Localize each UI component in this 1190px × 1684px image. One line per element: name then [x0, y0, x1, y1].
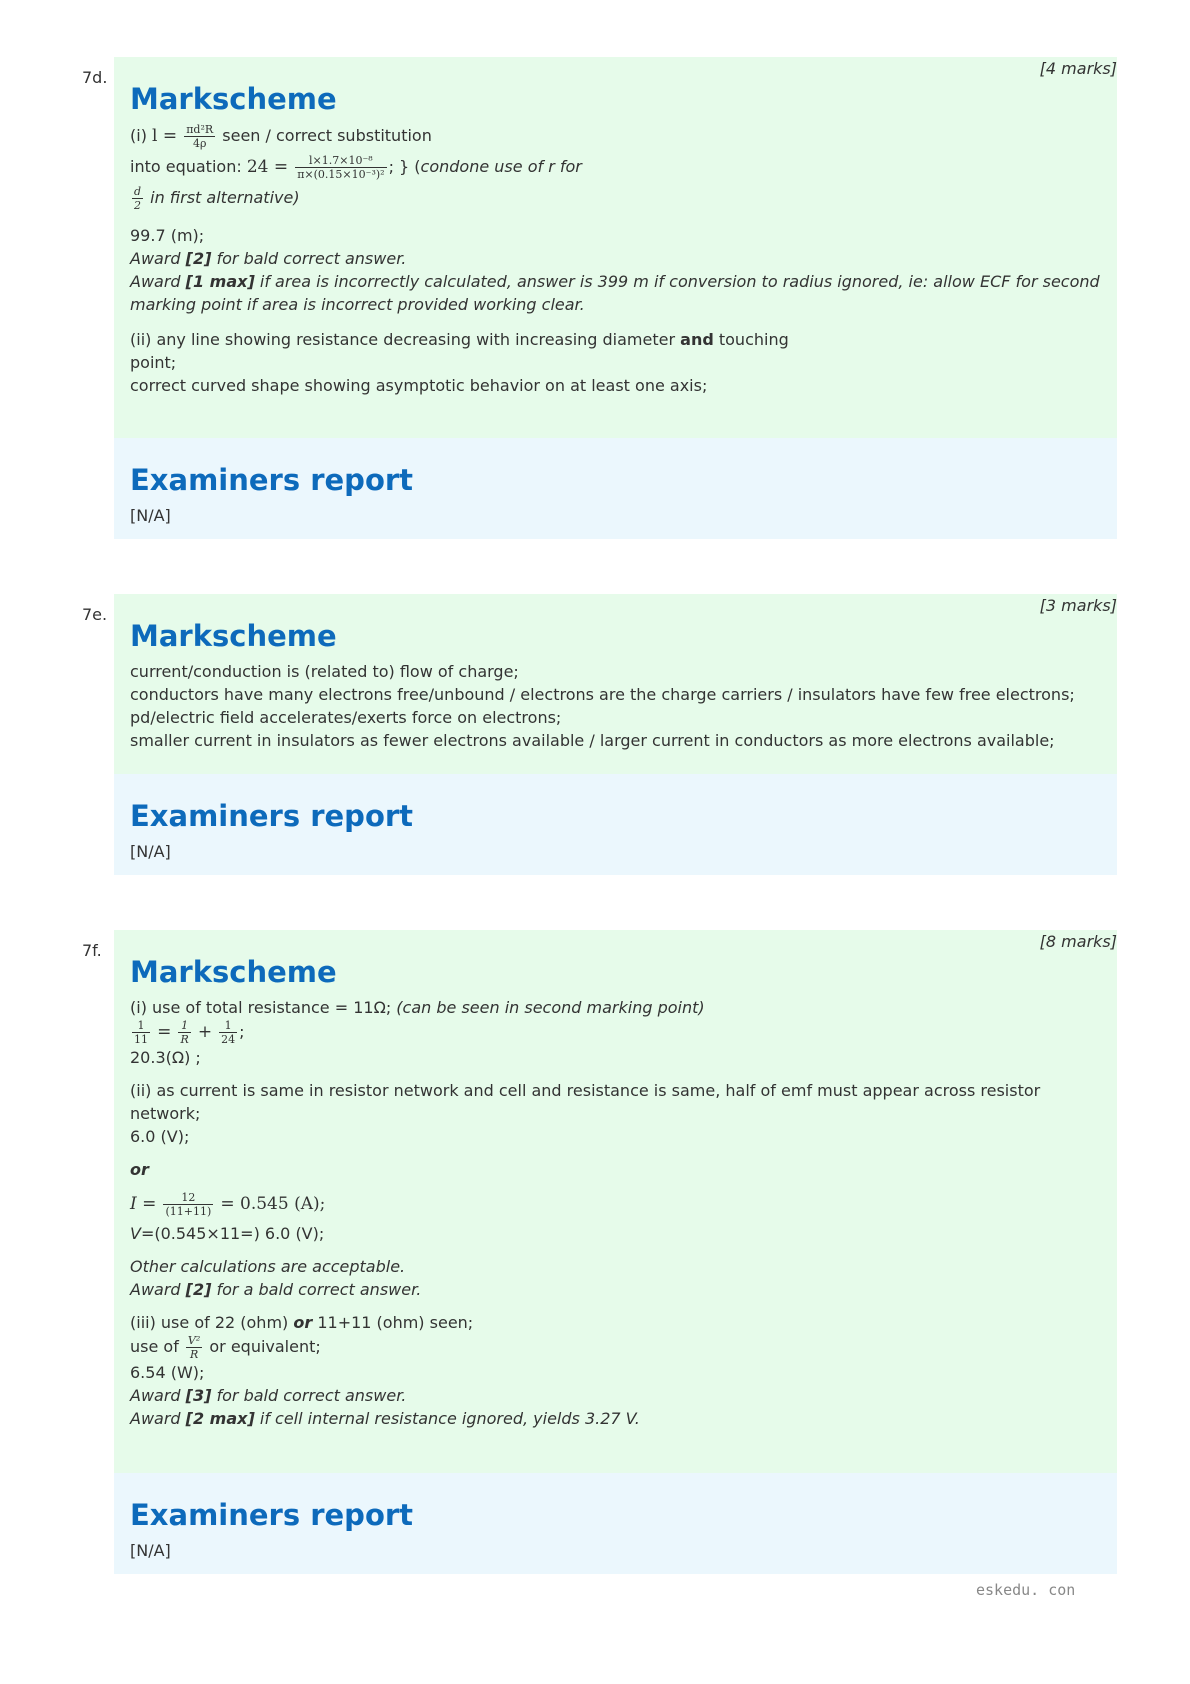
equation: I = $\frac{12}{(11+11)}$ = 0.545 (A); [130, 1191, 326, 1218]
fraction: $\frac{\text{πd²R}}{4\rho}$ [186, 123, 214, 150]
markscheme-text: (ii) as current is same in resistor network and cell and resistance is same, half of emf must appear across resistor network; 6.0 (V); [130, 1081, 1041, 1146]
markscheme-text: 99.7 (m); Award [2] for bald correct answer. Award [1 max] if area is incorrectly calculated, answer is 399 m if conversion to radius ignored, ie: allow ECF for second marking point if area is incorrect provided working clear. [130, 226, 1100, 314]
examiners-report-heading: Examiners report [130, 799, 414, 833]
examiners-report-section [114, 438, 1117, 539]
examiners-report-section [114, 1473, 1117, 1574]
markscheme-text: (i) use of total resistance = 11Ω; (can be seen in second marking point) $\frac{1}{11}$ = $\frac{1}{R}$ + $\frac{1}{24}$ ; 20.3(Ω) ; [130, 996, 1101, 1069]
marks-label: [3 marks] [1039, 596, 1117, 615]
question-number: 7e. [82, 605, 108, 624]
fraction: $\frac{d}{2}$ [134, 185, 142, 212]
markscheme-text: (ii) any line showing resistance decreasing with increasing diameter and touching point; correct curved shape showing asymptotic behavior on at least one axis; [130, 330, 789, 395]
markscheme-heading: Markscheme [130, 955, 337, 989]
markscheme-text: into equation: 24 = $\frac{\text{l×1.7×10⁻⁸}}{\text{π×(0.15×10⁻³)²}}$ ; } (condone use of r for [130, 154, 582, 181]
markscheme-heading: Markscheme [130, 82, 337, 116]
markscheme-section [114, 57, 1117, 438]
marks-label: [4 marks] [1039, 59, 1117, 78]
markscheme-text: V=(0.545×11=) 6.0 (V); [130, 1224, 325, 1243]
examiners-report-heading: Examiners report [130, 1498, 414, 1532]
markscheme-text: Other calculations are acceptable. Award [2] for a bald correct answer. [130, 1257, 422, 1299]
equation: $\frac{1}{11}$ = $\frac{1}{R}$ + $\frac{1}{24}$ ; [134, 1019, 245, 1046]
fraction: $\frac{\text{l×1.7×10⁻⁸}}{\text{π×(0.15×10⁻³)²}}$ [297, 154, 385, 181]
markscheme-section [114, 594, 1117, 774]
question-7d [114, 57, 1117, 539]
markscheme-text: $\frac{d}{2}$ in first alternative) [134, 185, 300, 212]
question-number: 7f. [82, 941, 102, 960]
question-number: 7d. [82, 68, 108, 87]
footer-text: eskedu. con [976, 1581, 1076, 1599]
question-7f [114, 930, 1117, 1574]
question-7e [114, 594, 1117, 875]
examiners-report-text: [N/A] [130, 842, 171, 861]
markscheme-text: (i) l = $\frac{\text{πd²R}}{4\rho}$ seen / correct substitution [130, 123, 432, 150]
marks-label: [8 marks] [1039, 932, 1117, 951]
markscheme-text: or [130, 1160, 149, 1179]
examiners-report-section [114, 774, 1117, 875]
markscheme-text: (iii) use of 22 (ohm) or 11+11 (ohm) seen; use of $\frac{\text{V²}}{R}$ or equivalent; 6.54 (W); Award [3] for bald correct answer. Award [2 max] if cell internal resistance ignored, yields 3.27 V. [130, 1313, 640, 1428]
markscheme-text: current/conduction is (related to) flow of charge; conductors have many electrons free/unbound / electrons are the charge carriers / insulators have few free electrons; pd/electric field accelerates/exerts force on electrons; smaller current in insulators as fewer electrons available / larger current in conductors as more electrons available; [130, 662, 1075, 750]
markscheme-section [114, 930, 1117, 1473]
markscheme-heading: Markscheme [130, 619, 337, 653]
examiners-report-text: [N/A] [130, 506, 171, 525]
examiners-report-heading: Examiners report [130, 463, 414, 497]
examiners-report-text: [N/A] [130, 1541, 171, 1560]
